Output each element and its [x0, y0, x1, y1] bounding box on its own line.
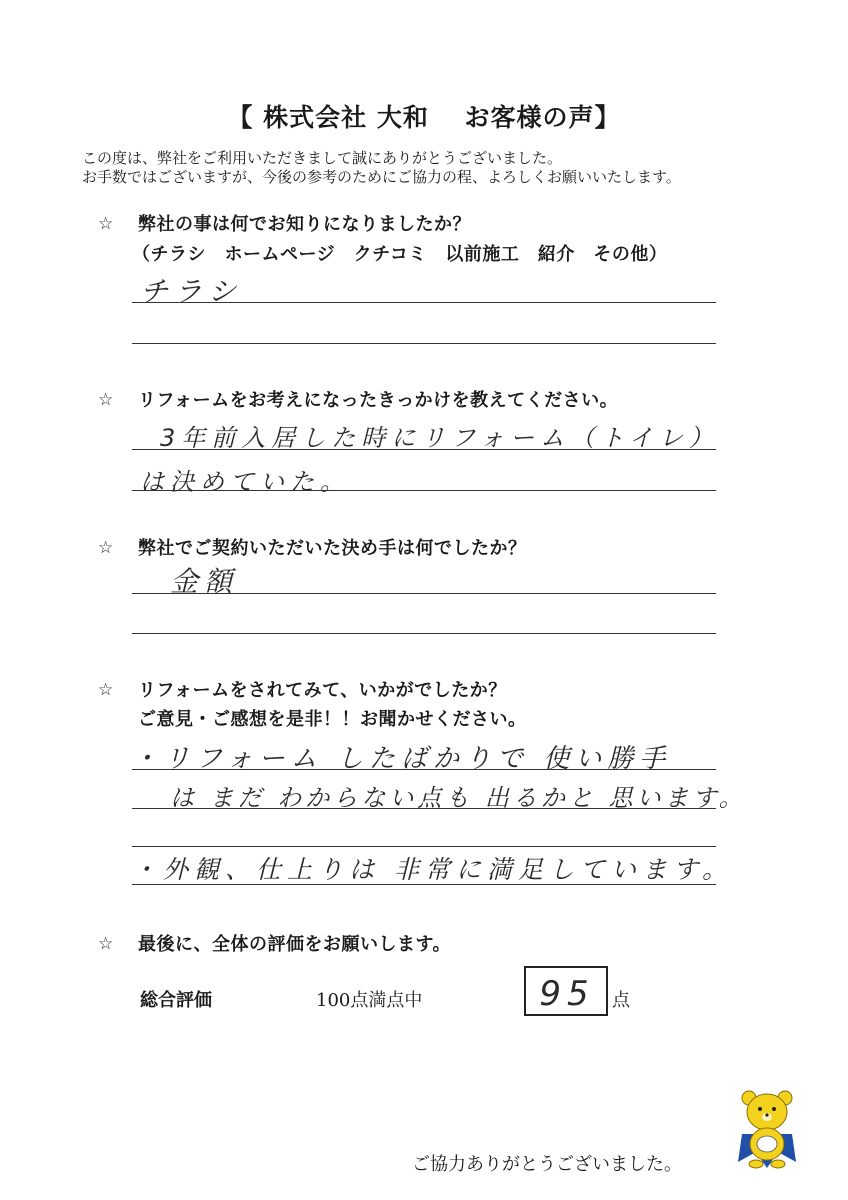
answer-rule [132, 884, 716, 885]
star-icon: ☆ [98, 214, 114, 234]
star-icon: ☆ [98, 390, 114, 410]
answer-2-line-2: は決めていた。 [140, 468, 350, 496]
intro-line-1: この度は、弊社をご利用いただきまして誠にありがとうございました。 [82, 149, 563, 167]
overall-rating-label: 総合評価 [140, 990, 212, 1011]
answer-rule [132, 846, 716, 847]
answer-rule [132, 769, 716, 770]
bear-mascot-icon [736, 1088, 798, 1170]
question-4-title: リフォームをされてみて、いかがでしたか？ [138, 680, 507, 701]
question-5-title: 最後に、全体の評価をお願いします。 [138, 934, 452, 955]
thanks-message: ご協力ありがとうございました。 [412, 1154, 682, 1175]
question-1-options: （チラシ ホームページ クチコミ 以前施工 紹介 その他） [132, 244, 668, 265]
question-2-title: リフォームをお考えになったきっかけを教えてください。 [138, 390, 619, 411]
answer-rule [132, 343, 716, 344]
score-unit: 点 [612, 990, 630, 1011]
answer-4-line-2: は まだ わからない点も 出るかと 思います。 [170, 784, 747, 812]
answer-4-line-1: ・リフォーム したばかりで 使い勝手 [132, 744, 672, 774]
question-3-title: 弊社でご契約いただいた決め手は何でしたか？ [138, 538, 527, 559]
answer-rule [132, 490, 716, 491]
answer-rule [132, 593, 716, 594]
answer-rule [132, 808, 716, 809]
answer-1-line-1: チラシ [140, 275, 243, 308]
intro-line-2: お手数ではございますが、今後の参考のためにご協力の程、よろしくお願いいたします。 [82, 168, 681, 186]
question-1-title: 弊社の事は何でお知りになりましたか？ [138, 214, 471, 235]
rating-scale-label: 100点満点中 [316, 990, 423, 1011]
answer-rule [132, 449, 716, 450]
answer-4-line-3: ・外観、仕上りは 非常に満足しています。 [132, 855, 733, 884]
star-icon: ☆ [98, 934, 114, 954]
question-4-subtitle: ご意見・ご感想を是非！！お聞かせください。 [138, 709, 527, 730]
answer-2-line-1: 3年前入居した時にリフォーム（トイレ） [160, 424, 719, 452]
answer-rule [132, 633, 716, 634]
page-title: 【 株式会社 大和 お客様の声】 [227, 103, 621, 132]
star-icon: ☆ [98, 538, 114, 558]
star-icon: ☆ [98, 680, 114, 700]
score-value: 95 [539, 974, 595, 1014]
answer-3-line-1: 金額 [170, 565, 239, 598]
answer-rule [132, 302, 716, 303]
